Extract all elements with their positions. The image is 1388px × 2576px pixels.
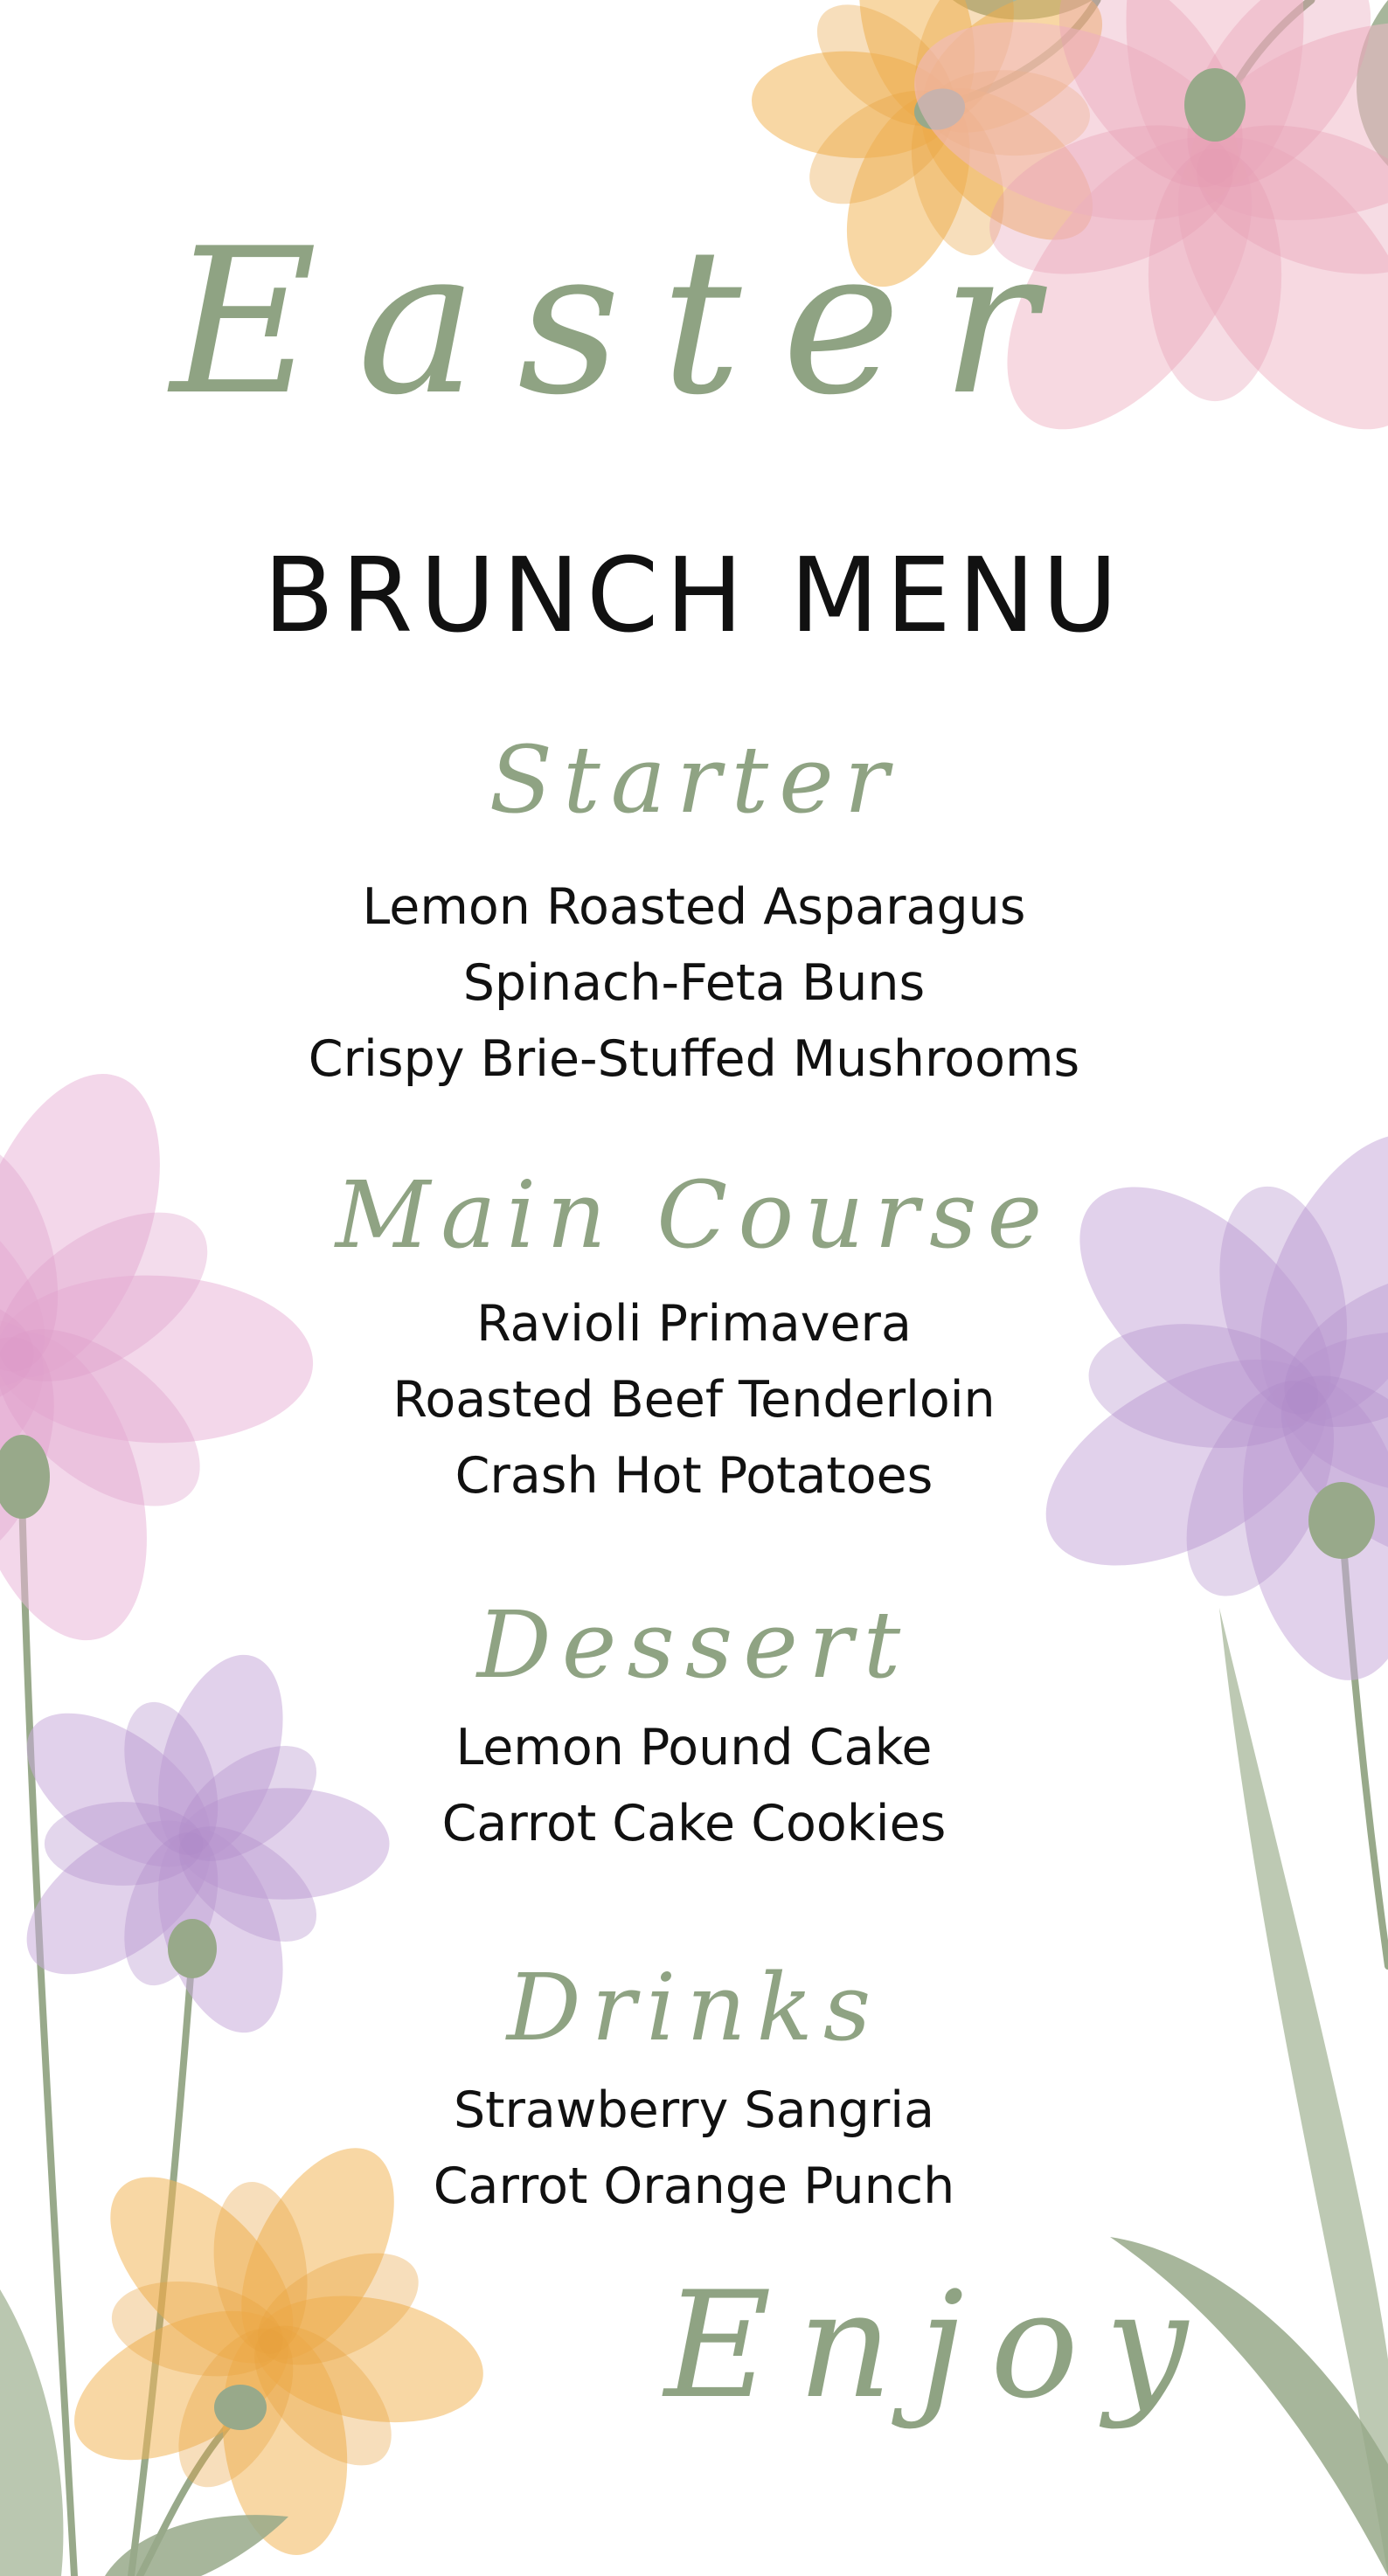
- starter-items: [0, 869, 1388, 1098]
- section-title-drinks: Drinks: [506, 1954, 882, 2061]
- section-title-starter: Starter: [489, 726, 899, 834]
- drinks-items: [0, 2073, 1388, 2225]
- menu-item: Roasted Beef Tenderloin: [392, 1371, 996, 1429]
- closing-enjoy: Enjoy: [664, 2260, 1214, 2431]
- menu-item: Spinach-Feta Buns: [462, 954, 926, 1012]
- title-easter: Easter: [170, 206, 1078, 440]
- section-title-dessert: Dessert: [476, 1591, 912, 1699]
- menu-item: Lemon Pound Cake: [455, 1719, 933, 1776]
- menu-item: Carrot Cake Cookies: [441, 1795, 947, 1852]
- main-course-items: [0, 1286, 1388, 1514]
- menu-item: Crash Hot Potatoes: [455, 1447, 933, 1505]
- menu-item: Crispy Brie-Stuffed Mushrooms: [308, 1030, 1080, 1088]
- bud: [214, 2385, 267, 2430]
- dessert-items: [0, 1710, 1388, 1862]
- menu-item: Ravioli Primavera: [476, 1295, 912, 1353]
- menu-item: Strawberry Sangria: [453, 2081, 935, 2139]
- menu-item: Lemon Roasted Asparagus: [362, 878, 1026, 936]
- subtitle-brunch-menu: BRUNCH MENU: [263, 535, 1125, 655]
- menu-item: Carrot Orange Punch: [433, 2157, 955, 2215]
- leaf: [0, 2289, 63, 2576]
- section-title-main-course: Main Course: [335, 1161, 1053, 1269]
